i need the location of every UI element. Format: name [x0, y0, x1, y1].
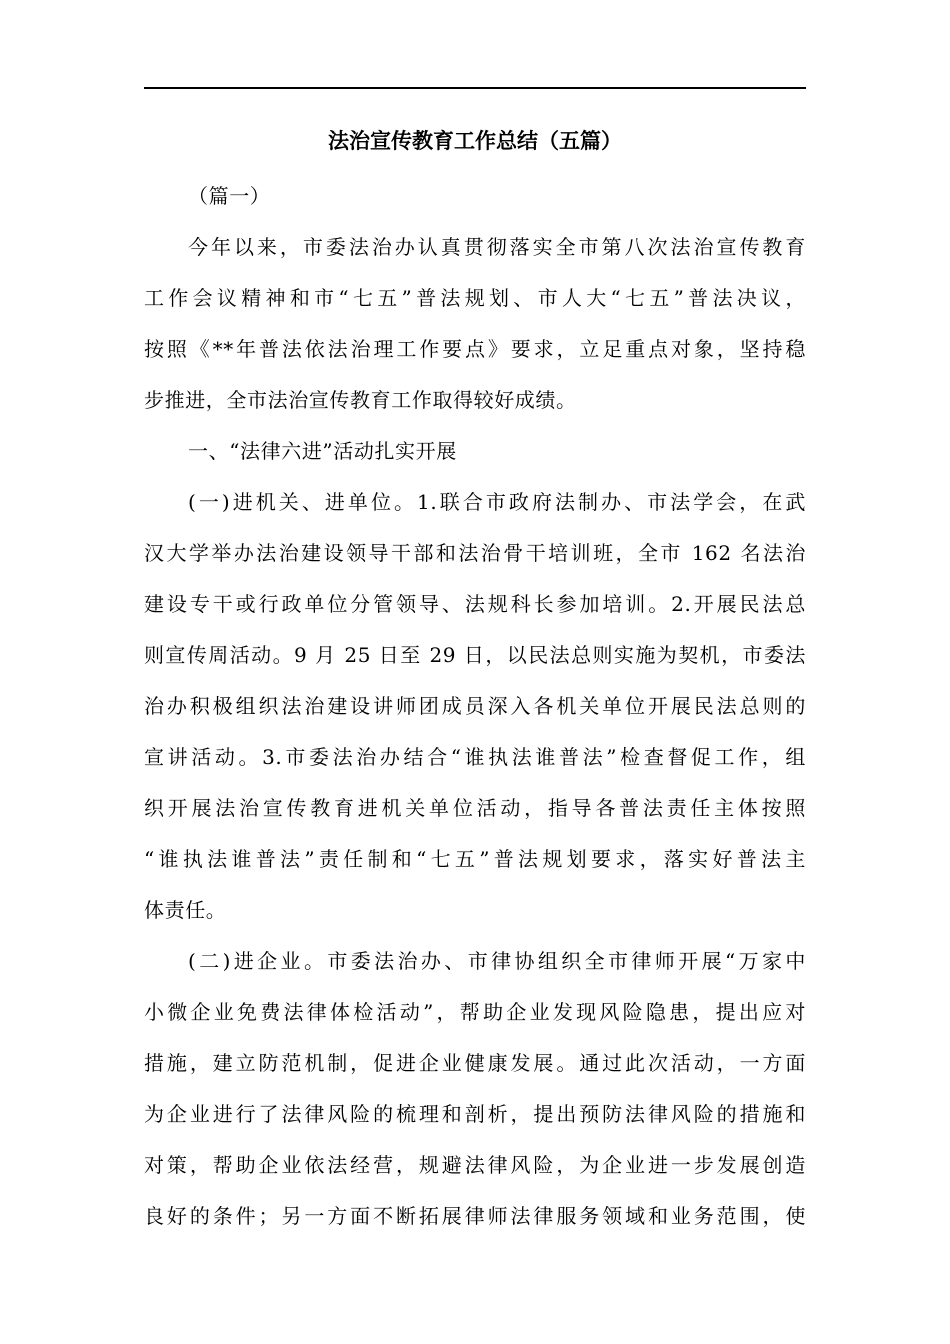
- text-line: 措施，建立防范机制，促进企业健康发展。通过此次活动，一方面: [144, 1051, 806, 1075]
- text-line: 工作会议精神和市“七五”普法规划、市人大“七五”普法决议，: [144, 286, 806, 310]
- subsection-paragraph-1: [144, 477, 806, 936]
- text-line: 则宣传周活动。9 月 25 日至 29 日，以民法总则实施为契机，市委法: [144, 643, 806, 667]
- text-line: 汉大学举办法治建设领导干部和法治骨干培训班，全市 162 名法治: [144, 541, 806, 565]
- document-title: 法治宣传教育工作总结（五篇）: [328, 128, 622, 153]
- text-line: 今年以来，市委法治办认真贯彻落实全市第八次法治宣传教育: [188, 235, 806, 259]
- text-line: 治办积极组织法治建设讲师团成员深入各机关单位开展民法总则的: [144, 694, 806, 718]
- text-line: (二)进企业。市委法治办、市律协组织全市律师开展“万家中: [188, 949, 806, 973]
- text-line: 步推进，全市法治宣传教育工作取得较好成绩。: [144, 388, 577, 412]
- document-body: [144, 171, 806, 1242]
- text-line: 宣讲活动。3.市委法治办结合“谁执法谁普法”检查督促工作，组: [144, 745, 806, 769]
- text-line: （篇一）: [188, 184, 271, 208]
- text-line: 建设专干或行政单位分管领导、法规科长参加培训。2.开展民法总: [144, 592, 806, 616]
- text-line: 小微企业免费法律体检活动”，帮助企业发现风险隐患，提出应对: [144, 1000, 806, 1024]
- text-line: “谁执法谁普法”责任制和“七五”普法规划要求，落实好普法主: [144, 847, 806, 871]
- part-label: [144, 171, 806, 222]
- subsection-paragraph-2: [144, 936, 806, 1242]
- text-line: 对策，帮助企业依法经营，规避法律风险，为企业进一步发展创造: [144, 1153, 806, 1177]
- text-line: 为企业进行了法律风险的梳理和剖析，提出预防法律风险的措施和: [144, 1102, 806, 1126]
- section-heading: [144, 426, 806, 477]
- text-line: 按照《**年普法依法治理工作要点》要求，立足重点对象，坚持稳: [144, 337, 806, 361]
- text-line: 织开展法治宣传教育进机关单位活动，指导各普法责任主体按照: [144, 796, 806, 820]
- text-line: 一、“法律六进”活动扎实开展: [188, 439, 457, 463]
- header-rule: [144, 87, 806, 89]
- intro-paragraph: [144, 222, 806, 426]
- text-line: (一)进机关、进单位。1.联合市政府法制办、市法学会，在武: [188, 490, 806, 514]
- text-line: 良好的条件；另一方面不断拓展律师法律服务领域和业务范围，使: [144, 1204, 806, 1228]
- text-line: 体责任。: [144, 898, 227, 922]
